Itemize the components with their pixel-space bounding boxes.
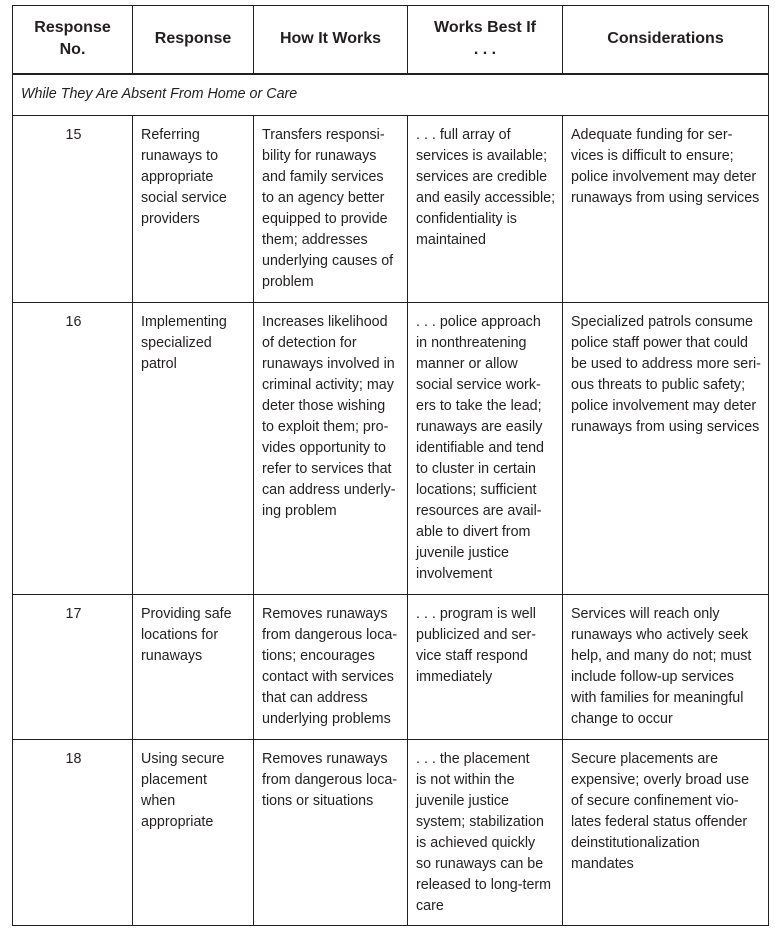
table-row xyxy=(13,740,769,926)
considerations-cell: Secure placements are expensive; overly broad use of secure confinement vio- lates federal status offender deinstitutionalization mandates xyxy=(563,740,769,926)
how-it-works-cell: Increases likelihood of detection for runaways involved in criminal activity; may deter those wishing to exploit them; pro- vides opportunity to refer to services that can address underly- ing problem xyxy=(254,303,408,595)
how-it-works-cell: Removes runaways from dangerous loca- tions; encourages contact with services that can address underlying problems xyxy=(254,595,408,740)
considerations-cell: Specialized patrols consume police staff power that could be used to address more seri- ous threats to public safety; police involvement may deter runaways from using services xyxy=(563,303,769,595)
considerations-cell: Services will reach only runaways who actively seek help, and many do not; must include follow-up services with families for meaningful change to occur xyxy=(563,595,769,740)
response-number: 18 xyxy=(13,740,133,926)
header-response: Response xyxy=(133,6,254,74)
how-it-works-cell: Transfers responsi- bility for runaways and family services to an agency better equipped to provide them; addresses underlying causes of problem xyxy=(254,116,408,303)
header-works-best-if: Works Best If . . . xyxy=(408,6,563,74)
response-cell: Providing safe locations for runaways xyxy=(133,595,254,740)
response-number: 16 xyxy=(13,303,133,595)
table-row xyxy=(13,116,769,303)
works-best-cell: . . . program is well publicized and ser- vice staff respond immediately xyxy=(408,595,563,740)
header-response-no: Response No. xyxy=(13,6,133,74)
response-cell: Using secure placement when appropriate xyxy=(133,740,254,926)
works-best-cell: . . . police approach in nonthreatening manner or allow social service work- ers to take the lead; runaways are easily identifiable and tend to cluster in certain locations; sufficient resources are avail- able to divert from juvenile justice involvement xyxy=(408,303,563,595)
section-row xyxy=(13,74,769,116)
header-row xyxy=(13,6,769,74)
how-it-works-cell: Removes runaways from dangerous loca- tions or situations xyxy=(254,740,408,926)
table-row xyxy=(13,303,769,595)
table-row xyxy=(13,595,769,740)
response-cell: Referring runaways to appropriate social service providers xyxy=(133,116,254,303)
response-number: 15 xyxy=(13,116,133,303)
section-title: While They Are Absent From Home or Care xyxy=(13,74,769,116)
considerations-cell: Adequate funding for ser- vices is difficult to ensure; police involvement may deter runaways from using services xyxy=(563,116,769,303)
works-best-cell: . . . the placement is not within the juvenile justice system; stabilization is achieved quickly so runaways can be released to long-term care xyxy=(408,740,563,926)
header-how-it-works: How It Works xyxy=(254,6,408,74)
header-considerations: Considerations xyxy=(563,6,769,74)
response-cell: Implementing specialized patrol xyxy=(133,303,254,595)
works-best-cell: . . . full array of services is available; services are credible and easily accessible; confidentiality is maintained xyxy=(408,116,563,303)
responses-table xyxy=(12,5,769,926)
response-number: 17 xyxy=(13,595,133,740)
